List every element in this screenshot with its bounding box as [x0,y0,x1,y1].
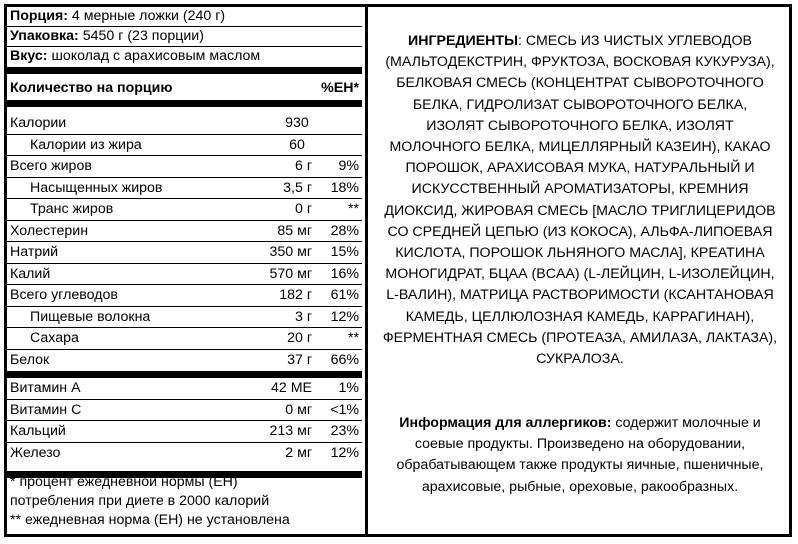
nutrition-facts-panel [7,7,362,534]
nutrient-amount: 20 г [287,330,312,346]
nutrient-row [7,242,362,262]
nutrient-amount: 930 [285,115,309,131]
nutrient-amount: 213 мг [269,423,312,439]
nutrient-name: Насыщенных жиров [30,179,163,196]
nutrient-daily-value: 12% [330,308,359,325]
nutrient-amount: 350 мг [269,244,312,260]
nutrient-name: Витамин А [10,380,81,396]
nutrient-daily-value: ** [347,201,359,217]
nutrient-row [7,178,362,198]
nutrient-row [7,328,362,348]
nutrient-amount: 42 МЕ [270,380,312,396]
nutrient-name: Витамин С [10,401,82,418]
nutrient-row [7,135,362,155]
nutrient-name: Натрий [10,244,59,260]
flavor-label: Вкус: [10,48,48,64]
nutrient-daily-value: <1% [330,401,359,418]
nutrient-row [7,378,362,398]
nutrient-daily-value: ** [347,330,359,346]
nutrient-name: Холестерин [10,222,89,239]
thick-separator [7,100,362,107]
ingredients-panel [368,7,792,534]
nutrient-amount: 570 мг [269,265,312,282]
nutrient-row [7,400,362,420]
nutrient-amount: 182 г [279,287,312,303]
flavor-value: шоколад с арахисовым маслом [47,48,261,64]
nutrient-amount: 3 г [294,308,312,325]
nutrient-name: Сахара [30,330,79,346]
serving-label: Порция: [10,8,68,24]
amount-per-serving-heading: Количество на порцию [10,80,173,96]
footnote-dv: * процент ежедневной нормы (ЕН) [10,474,238,490]
nutrient-daily-value: 16% [330,265,359,282]
nutrient-amount: 6 г [294,158,312,174]
nutrient-name: Калий [10,265,51,282]
package-label: Упаковка: [10,28,79,44]
allergy-info [388,413,772,498]
nutrient-daily-value: 18% [330,179,359,196]
nutrient-daily-value: 12% [330,444,359,461]
nutrient-daily-value: 9% [338,158,359,174]
flavor [10,48,260,65]
serving-size [10,8,225,25]
nutrient-row [7,221,362,241]
nutrient-daily-value: 28% [330,222,359,239]
nutrient-row [7,264,362,284]
nutrient-row [7,443,362,463]
nutrient-name: Кальций [10,423,66,439]
footnote-diet: потребления при диете в 2000 калорий [10,493,270,509]
nutrient-daily-value: 66% [330,351,359,368]
nutrient-amount: 2 мг [285,444,312,461]
nutrient-name: Калории [10,115,67,131]
footnote-not-established: ** ежедневная норма (ЕН) не установлена [10,512,290,528]
nutrient-daily-value: 23% [330,423,359,439]
ingredients-text [382,31,778,370]
nutrient-daily-value: 15% [330,244,359,260]
rule [7,46,362,47]
nutrient-daily-value: 61% [330,287,359,303]
nutrient-row [7,421,362,441]
allergy-text: содержит молочные и соевые продукты. Произведено на оборудовании, обрабатывающем также продукты яичные, пшеничные, арахисовые, рыбные, ореховые, ракообразных. [396,415,764,495]
nutrient-row [7,199,362,219]
daily-value-heading: %ЕН* [321,80,359,96]
package-size [10,28,204,45]
nutrient-name: Железо [10,444,61,461]
rule [7,26,362,27]
nutrient-amount: 0 г [294,201,312,217]
nutrient-name: Всего жиров [10,158,92,174]
allergy-label: Информация для аллергиков: [399,415,612,431]
package-value: 5450 г (23 порции) [78,28,204,44]
nutrient-amount: 0 мг [285,401,312,418]
nutrient-row [7,307,362,327]
nutrient-row [7,156,362,176]
nutrient-name: Пищевые волокна [30,308,151,325]
nutrient-row [7,350,362,370]
nutrient-amount: 3,5 г [283,179,312,196]
nutrient-amount: 60 [289,136,305,153]
nutrient-amount: 37 г [287,351,312,368]
nutrient-name: Калории из жира [30,136,142,153]
nutrient-name: Белок [10,351,50,368]
nutrient-daily-value: 1% [338,380,359,396]
nutrient-amount: 85 мг [277,222,312,239]
nutrient-row [7,113,362,133]
ingredients-list: : СМЕСЬ ИЗ ЧИСТЫХ УГЛЕВОДОВ (МАЛЬТОДЕКСТРИН, ФРУКТОЗА, ВОСКОВАЯ КУКУРУЗА), БЕЛКОВАЯ СМЕСЬ (КОНЦЕНТРАТ СЫВОРОТОЧНОГО БЕЛКА, ГИДРОЛИЗАТ СЫВОРОТОЧНОГО БЕЛКА, ИЗОЛЯТ СЫВОРОТОЧНОГО БЕЛКА, ИЗОЛЯТ МОЛОЧНОГО БЕЛКА, МИЦЕЛЛЯРНЫЙ КАЗЕИН), КАКАО ПОРОШОК, АРАХИСОВАЯ МУКА, НАТУРАЛЬНЫЙ И ИСКУССТВЕННЫЙ АРОМАТИЗАТОРЫ, КРЕМНИЯ ДИОКСИД, ЖИРОВАЯ СМЕСЬ [МАСЛО ТРИГЛИЦЕРИДОВ СО СРЕДНЕЙ ЦЕПЬЮ (ИЗ КОКОСА), АЛЬФА-ЛИПОЕВАЯ КИСЛОТА, ПОРОШОК ЛЬНЯНОГО МАСЛА], КРЕАТИНА МОНОГИДРАТ, БЦАА (BCAA) (L-ЛЕЙЦИН, L-ИЗОЛЕЙЦИН, L-ВАЛИН), МАТРИЦА РАСТВОРИМОСТИ (КСАНТАНОВАЯ КАМЕДЬ, ЦЕЛЛЮЛОЗНАЯ КАМЕДЬ, КАРРАГИНАН), ФЕРМЕНТНАЯ СМЕСЬ (ПРОТЕАЗА, АМИЛАЗА, ЛАКТАЗА), СУКРАЛОЗА. [382,33,778,368]
ingredients-label: ИНГРЕДИЕНТЫ [408,33,518,49]
nutrient-name: Всего углеводов [10,287,118,303]
serving-value: 4 мерные ложки (240 г) [67,8,226,24]
table-column-header [7,78,362,98]
nutrient-name: Транс жиров [30,201,114,217]
nutrient-row [7,285,362,305]
thick-separator [7,371,362,378]
thick-separator [7,67,362,74]
